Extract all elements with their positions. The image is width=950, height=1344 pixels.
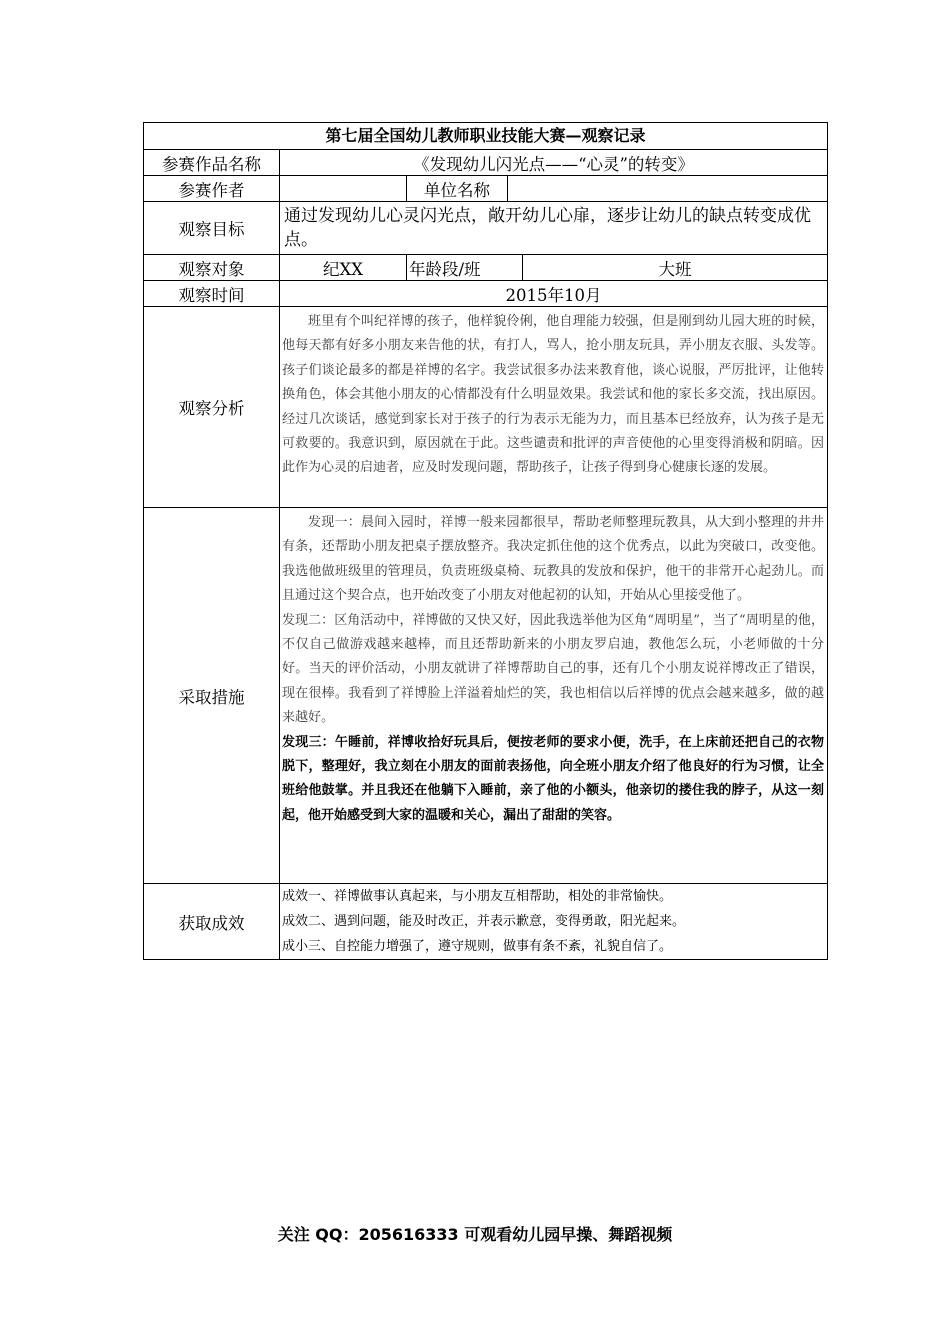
- measures-row: [144, 508, 828, 884]
- goal-value: 通过发现幼儿心灵闪光点，敞开幼儿心扉，逐步让幼儿的缺点转变成优点。: [280, 202, 828, 255]
- measure-paragraph-1: 发现一：晨间入园时，祥博一般来园都很早，帮助老师整理玩教具，从大到小整理的井井有条，还帮助小朋友把桌子摆放整齐。我决定抓住他的这个优秀点，以此为突破口，改变他。我选他做班级里的管理员，负责班级桌椅、玩教具的发放和保护，他干的非常开心起劲儿。而且通过这个契合点，也开始改变了小朋友对他起初的认知，开始从心里接受他了。: [282, 515, 824, 604]
- measure-paragraph-2: 发现二：区角活动中，祥博做的又快又好，因此我选举他为区角“周明星”，当了“周明星的他，不仅自己做游戏越来越棒，而且还帮助新来的小朋友罗启迪，教他怎么玩，小老师做的十分好。当天的评价活动，小朋友就讲了祥博帮助自己的事，还有几个小朋友说祥博改正了错误，现在很棒。我看到了祥博脸上洋溢着灿烂的笑，我也相信以后祥博的优点会越来越多，做的越来越好。: [282, 612, 824, 726]
- unit-name-label: 单位名称: [407, 176, 508, 202]
- result-item-1: 成效一、祥博做事认真起来，与小朋友互相帮助，相处的非常愉快。: [282, 889, 673, 904]
- result-item-2: 成效二、遇到问题，能及时改正，并表示歉意，变得勇敢，阳光起来。: [282, 914, 686, 929]
- measures-label: 采取措施: [144, 508, 280, 884]
- time-label: 观察时间: [144, 281, 280, 307]
- time-row: [144, 281, 828, 307]
- work-name-value: 《发现幼儿闪光点——“心灵”的转变》: [280, 150, 828, 176]
- subject-value: 纪XX: [280, 255, 407, 281]
- measure-paragraph-3: 发现三：午睡前，祥博收拾好玩具后，便按老师的要求小便，洗手，在上床前还把自己的衣物脱下，整理好，我立刻在小朋友的面前表扬他，向全班小朋友介绍了他良好的行为习惯，让全班给他鼓掌。并且我还在他躺下入睡前，亲了他的小额头，他亲切的搂住我的脖子，从这一刻起，他开始感受到大家的温暖和关心，漏出了甜甜的笑容。: [282, 734, 824, 823]
- time-value: 2015年10月: [280, 281, 828, 307]
- author-label: 参赛作者: [144, 176, 280, 202]
- work-name-row: [144, 150, 828, 176]
- analysis-text: 班里有个叫纪祥博的孩子，他样貌伶俐，他自理能力较强，但是刚到幼儿园大班的时候，他每天都有好多小朋友来告他的状，有打人，骂人，抢小朋友玩具，弄小朋友衣服、头发等。孩子们谈论最多的都是祥博的名字。我尝试很多办法来教育他，谈心说服，严厉批评，让他转换角色，体会其他小朋友的心情都没有什么明显效果。我尝试和他的家长多交流，找出原因。经过几次谈话，感觉到家长对于孩子的行为表示无能为力，而且基本已经放弃，认为孩子是无可救要的。我意识到，原因就在于此。这些谴责和批评的声音使他的心里变得消极和阴暗。因此作为心灵的启迪者，应及时发现问题，帮助孩子，让孩子得到身心健康长逐的发展。: [282, 314, 824, 476]
- subject-label: 观察对象: [144, 255, 280, 281]
- analysis-cell: [280, 307, 828, 508]
- work-name-label: 参赛作品名称: [144, 150, 280, 176]
- analysis-label: 观察分析: [144, 307, 280, 508]
- author-row: [144, 176, 828, 202]
- age-class-label: 年龄段/班: [407, 255, 523, 281]
- footer-note: 关注 QQ：205616333 可观看幼儿园早操、舞蹈视频: [277, 1225, 673, 1244]
- observation-record-table: [143, 122, 828, 960]
- author-value: [280, 176, 407, 202]
- measures-cell: [280, 508, 828, 884]
- goal-label: 观察目标: [144, 202, 280, 255]
- title-row: [144, 123, 828, 150]
- result-item-3: 成小三、自控能力增强了，遵守规则，做事有条不紊，礼貌自信了。: [282, 939, 673, 954]
- results-cell: [280, 884, 828, 960]
- age-class-value: 大班: [523, 255, 828, 281]
- subject-row: [144, 255, 828, 281]
- results-row: [144, 884, 828, 960]
- results-label: 获取成效: [144, 884, 280, 960]
- form-title: 第七届全国幼儿教师职业技能大赛—观察记录: [144, 123, 828, 150]
- goal-row: [144, 202, 828, 255]
- unit-name-value: [508, 176, 828, 202]
- analysis-row: [144, 307, 828, 508]
